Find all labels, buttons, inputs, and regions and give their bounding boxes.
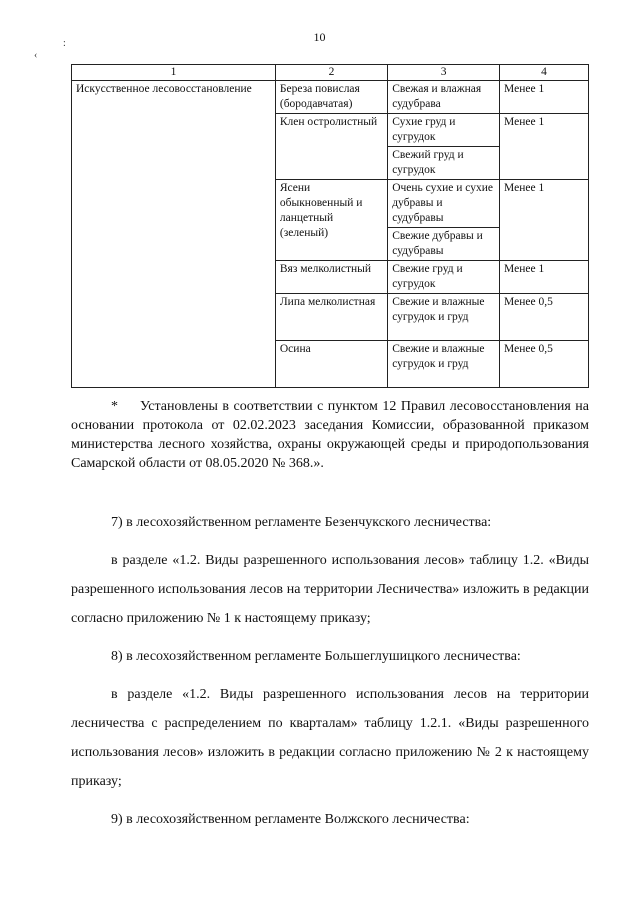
margin-mark: ‹	[34, 50, 38, 61]
value-cell: Менее 0,5	[500, 341, 589, 388]
column-header: 3	[388, 65, 500, 81]
conditions-cell: Свежий груд и сугрудок	[388, 147, 500, 180]
paragraph: 9) в лесохозяйственном регламенте Волжского лесничества:	[111, 812, 470, 827]
paragraph: 7) в лесохозяйственном регламенте Безенчукского лесничества:	[111, 515, 492, 530]
footnote-star: *	[111, 399, 118, 414]
paragraph: 8) в лесохозяйственном регламенте Большеглушицкого лесничества:	[111, 649, 521, 664]
value-cell: Менее 1	[500, 261, 589, 294]
species-cell: Липа мелколистная	[275, 294, 387, 341]
column-header: 4	[500, 65, 589, 81]
conditions-cell: Очень сухие и сухие дубравы и судубравы	[388, 180, 500, 228]
paragraph: в разделе «1.2. Виды разрешенного использования лесов» таблицу 1.2. «Виды разрешенного использования лесов на территории Лесничества» изложить в редакции согласно приложению № 1 к настоящему приказу;	[71, 553, 589, 626]
conditions-cell: Свежие и влажные сугрудок и груд	[388, 341, 500, 388]
species-cell: Береза повислая (бородавчатая)	[275, 81, 387, 114]
footnote-text: Установлены в соответствии с пунктом 12 Правил лесовосстановления на основании протокола от 02.02.2023 заседания Комиссии, образованной приказом министерства лесного хозяйства, охраны окружающей среды и природопользования Самарской области от 08.05.2020 № 368.».	[71, 399, 589, 471]
conditions-cell: Свежие дубравы и судубравы	[388, 228, 500, 261]
conditions-cell: Свежая и влажная судубрава	[388, 81, 500, 114]
column-header: 1	[72, 65, 276, 81]
value-cell: Менее 1	[500, 81, 589, 114]
column-header: 2	[275, 65, 387, 81]
species-cell: Осина	[275, 341, 387, 388]
species-cell: Клен остролистный	[275, 114, 387, 180]
value-cell: Менее 1	[500, 180, 589, 261]
document-body	[71, 508, 589, 834]
page-number: 10	[313, 30, 326, 44]
footnote	[71, 397, 589, 473]
table-header-row	[72, 65, 589, 81]
conditions-cell: Сухие груд и сугрудок	[388, 114, 500, 147]
reforestation-table	[71, 64, 589, 388]
species-cell: Вяз мелколистный	[275, 261, 387, 294]
margin-mark: :	[63, 38, 66, 49]
section-cell: Искусственное лесовосстановление	[72, 81, 276, 388]
paragraph: в разделе «1.2. Виды разрешенного использования лесов на территории лесничества с распределением по кварталам» таблицу 1.2.1. «Виды разрешенного использования лесов» изложить в редакции согласно приложению № 2 к настоящему приказу;	[71, 687, 589, 789]
table-row	[72, 81, 589, 114]
value-cell: Менее 0,5	[500, 294, 589, 341]
conditions-cell: Свежие груд и сугрудок	[388, 261, 500, 294]
value-cell: Менее 1	[500, 114, 589, 180]
conditions-cell: Свежие и влажные сугрудок и груд	[388, 294, 500, 341]
species-cell: Ясени обыкновенный и ланцетный (зеленый)	[275, 180, 387, 261]
